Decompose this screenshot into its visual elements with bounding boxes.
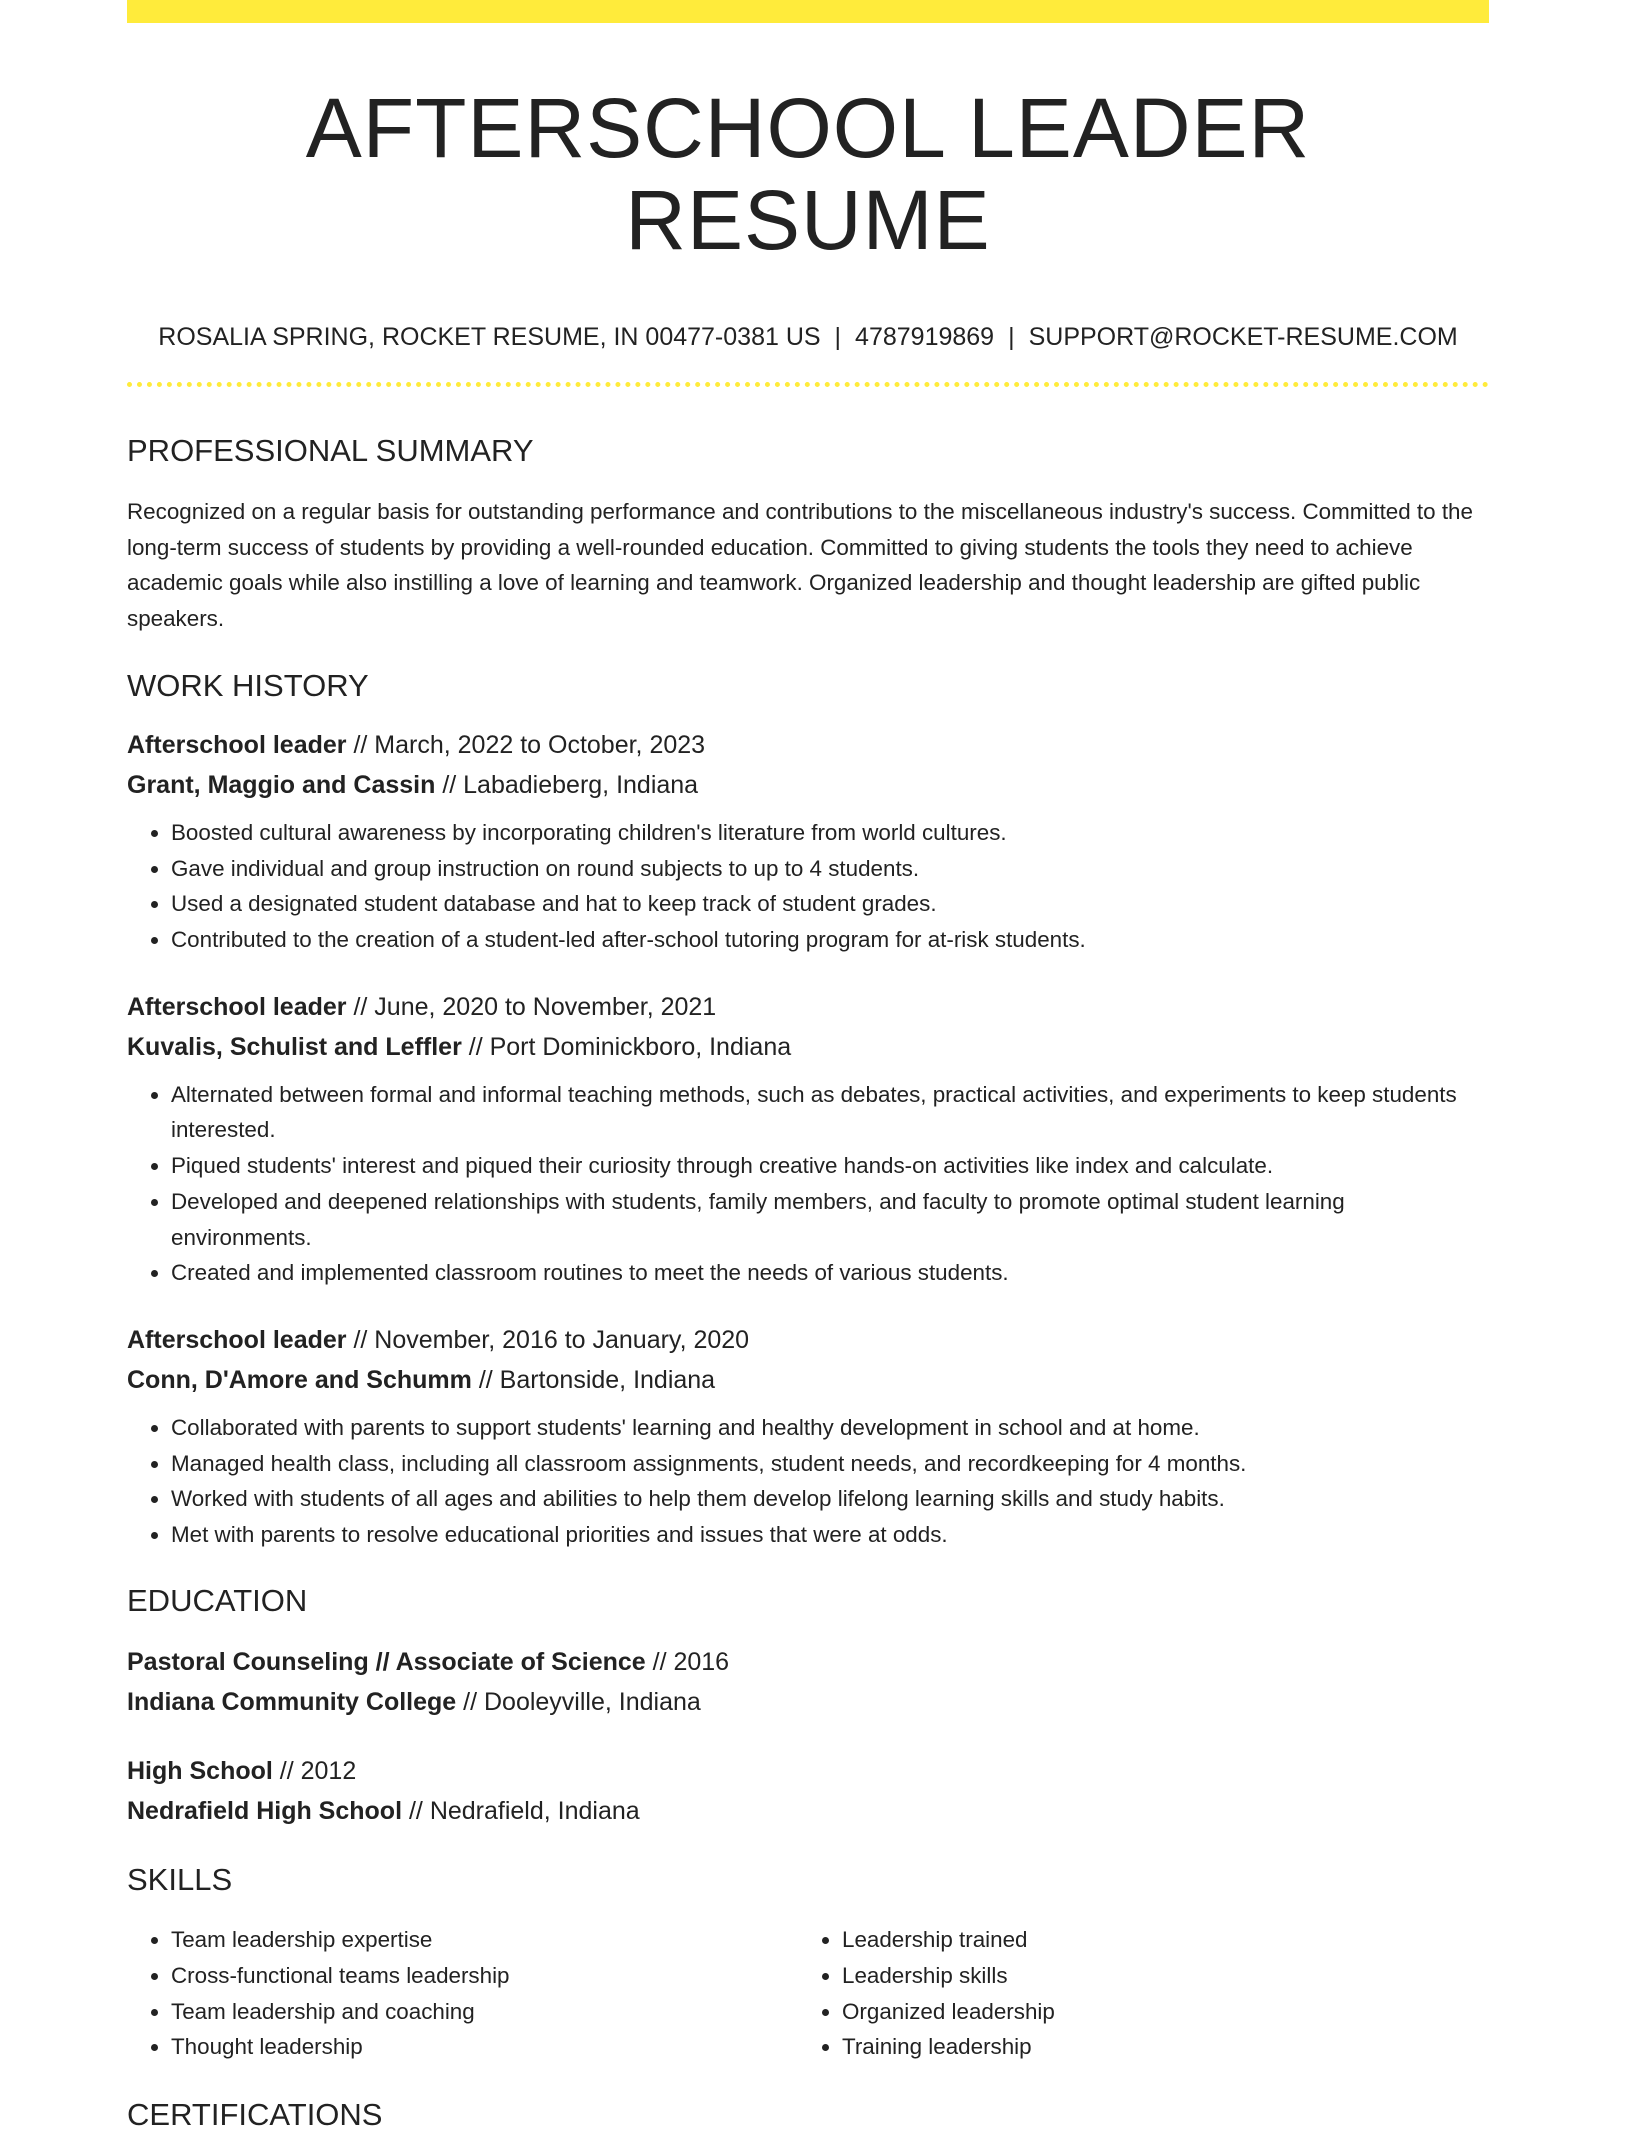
job-company: Conn, D'Amore and Schumm bbox=[127, 1366, 472, 1394]
education-entry bbox=[127, 1751, 1489, 1831]
list-item: • Alternated between formal and informal teaching methods, such as debates, practical activities, and experiments to keep students interested. bbox=[171, 1077, 1489, 1148]
job-role: Afterschool leader bbox=[127, 730, 347, 759]
education-degree-line bbox=[127, 1642, 1489, 1682]
list-item: • Created and implemented classroom routines to meet the needs of various students. bbox=[171, 1255, 1489, 1291]
education-school: Nedrafield High School bbox=[127, 1797, 403, 1825]
summary-heading: PROFESSIONAL SUMMARY bbox=[127, 432, 534, 468]
job-role: Afterschool leader bbox=[127, 992, 347, 1021]
job-bullets bbox=[127, 1077, 1489, 1291]
resume-page bbox=[127, 0, 1489, 2133]
job-location: // Port Dominickboro, Indiana bbox=[461, 1032, 792, 1061]
list-item: • Managed health class, including all classroom assignments, student needs, and recordkeeping for 4 months. bbox=[171, 1446, 1489, 1482]
skill-item: • Team leadership expertise bbox=[171, 1922, 798, 1958]
skill-item: • Thought leadership bbox=[171, 2029, 798, 2065]
job-dates: // March, 2022 to October, 2023 bbox=[346, 730, 706, 759]
job-location: // Bartonside, Indiana bbox=[471, 1366, 716, 1394]
job-role-line bbox=[127, 987, 1489, 1027]
skill-item: • Leadership skills bbox=[842, 1958, 1469, 1994]
list-item: • Collaborated with parents to support students' learning and healthy development in school and at home. bbox=[171, 1410, 1489, 1446]
summary-text: Recognized on a regular basis for outstanding performance and contributions to the miscellaneous industry's success. Committed to the long-term success of students by providing a well-rounded education. Committed to giving students the tools they need to achieve academic goals while also instilling a love of learning and teamwork. Organized leadership and thought leadership are gifted public speakers. bbox=[127, 498, 1473, 632]
contact-address: ROSALIA SPRING, ROCKET RESUME, IN 00477-0381 US bbox=[158, 322, 821, 351]
skills-column-left bbox=[127, 1922, 798, 2065]
skill-item: • Training leadership bbox=[842, 2029, 1469, 2065]
list-item: • Piqued students' interest and piqued their curiosity through creative hands-on activities like index and calculate. bbox=[171, 1148, 1489, 1184]
job-dates: // June, 2020 to November, 2021 bbox=[346, 992, 717, 1021]
resume-title: AFTERSCHOOL LEADER RESUME bbox=[305, 81, 1311, 268]
job-company-line bbox=[127, 765, 1489, 805]
list-item: • Worked with students of all ages and abilities to help them develop lifelong learning skills and study habits. bbox=[171, 1481, 1489, 1517]
education-school: Indiana Community College bbox=[127, 1688, 457, 1716]
education-degree: Pastoral Counseling // Associate of Science bbox=[127, 1648, 646, 1676]
job-bullets bbox=[127, 1410, 1489, 1553]
skill-item: • Team leadership and coaching bbox=[171, 1994, 798, 2030]
list-item: • Used a designated student database and hat to keep track of student grades. bbox=[171, 886, 1489, 922]
contact-line bbox=[127, 322, 1489, 352]
certifications-heading: CERTIFICATIONS bbox=[127, 2097, 383, 2132]
job-company-line bbox=[127, 1360, 1489, 1400]
list-item: • Developed and deepened relationships with students, family members, and faculty to promote optimal student learning environments. bbox=[171, 1184, 1489, 1255]
skill-item: • Organized leadership bbox=[842, 1994, 1469, 2030]
education-degree-line bbox=[127, 1751, 1489, 1791]
education-school-line bbox=[127, 1791, 1489, 1831]
job-company: Grant, Maggio and Cassin bbox=[127, 770, 436, 799]
education-degree: High School bbox=[127, 1757, 273, 1785]
contact-email: SUPPORT@ROCKET-RESUME.COM bbox=[1028, 322, 1458, 351]
education-heading: EDUCATION bbox=[127, 1582, 308, 1618]
skill-item: • Cross-functional teams leadership bbox=[171, 1958, 798, 1994]
contact-separator: | bbox=[1008, 322, 1015, 351]
education-location: // Nedrafield, Indiana bbox=[402, 1797, 640, 1825]
education-location: // Dooleyville, Indiana bbox=[456, 1688, 701, 1716]
dotted-divider bbox=[127, 382, 1489, 387]
education-school-line bbox=[127, 1682, 1489, 1722]
accent-bar bbox=[127, 0, 1489, 23]
list-item: • Met with parents to resolve educational priorities and issues that were at odds. bbox=[171, 1517, 1489, 1553]
contact-separator: | bbox=[834, 322, 842, 351]
skill-item: • Leadership trained bbox=[842, 1922, 1469, 1958]
job-location: // Labadieberg, Indiana bbox=[435, 770, 699, 799]
list-item: • Boosted cultural awareness by incorporating children's literature from world cultures. bbox=[171, 815, 1489, 851]
job-company-line bbox=[127, 1027, 1489, 1067]
skills-heading: SKILLS bbox=[127, 1862, 233, 1897]
job-company: Kuvalis, Schulist and Leffler bbox=[127, 1032, 462, 1061]
job-entry bbox=[127, 1320, 1489, 1553]
work-history-heading: WORK HISTORY bbox=[127, 667, 369, 703]
job-dates: // November, 2016 to January, 2020 bbox=[346, 1326, 750, 1354]
job-entry bbox=[127, 725, 1489, 958]
list-item: • Contributed to the creation of a student-led after-school tutoring program for at-risk students. bbox=[171, 922, 1489, 958]
job-role-line bbox=[127, 725, 1489, 765]
education-year: // 2012 bbox=[272, 1757, 357, 1785]
skills-grid bbox=[127, 1922, 1489, 2065]
contact-phone: 4787919869 bbox=[855, 322, 995, 351]
education-entry bbox=[127, 1642, 1489, 1722]
education-year: // 2016 bbox=[645, 1648, 730, 1676]
list-item: • Gave individual and group instruction on round subjects to up to 4 students. bbox=[171, 851, 1489, 887]
skills-column-right bbox=[798, 1922, 1469, 2065]
job-role: Afterschool leader bbox=[127, 1326, 347, 1354]
job-role-line bbox=[127, 1320, 1489, 1360]
job-entry bbox=[127, 987, 1489, 1291]
job-bullets bbox=[127, 815, 1489, 958]
